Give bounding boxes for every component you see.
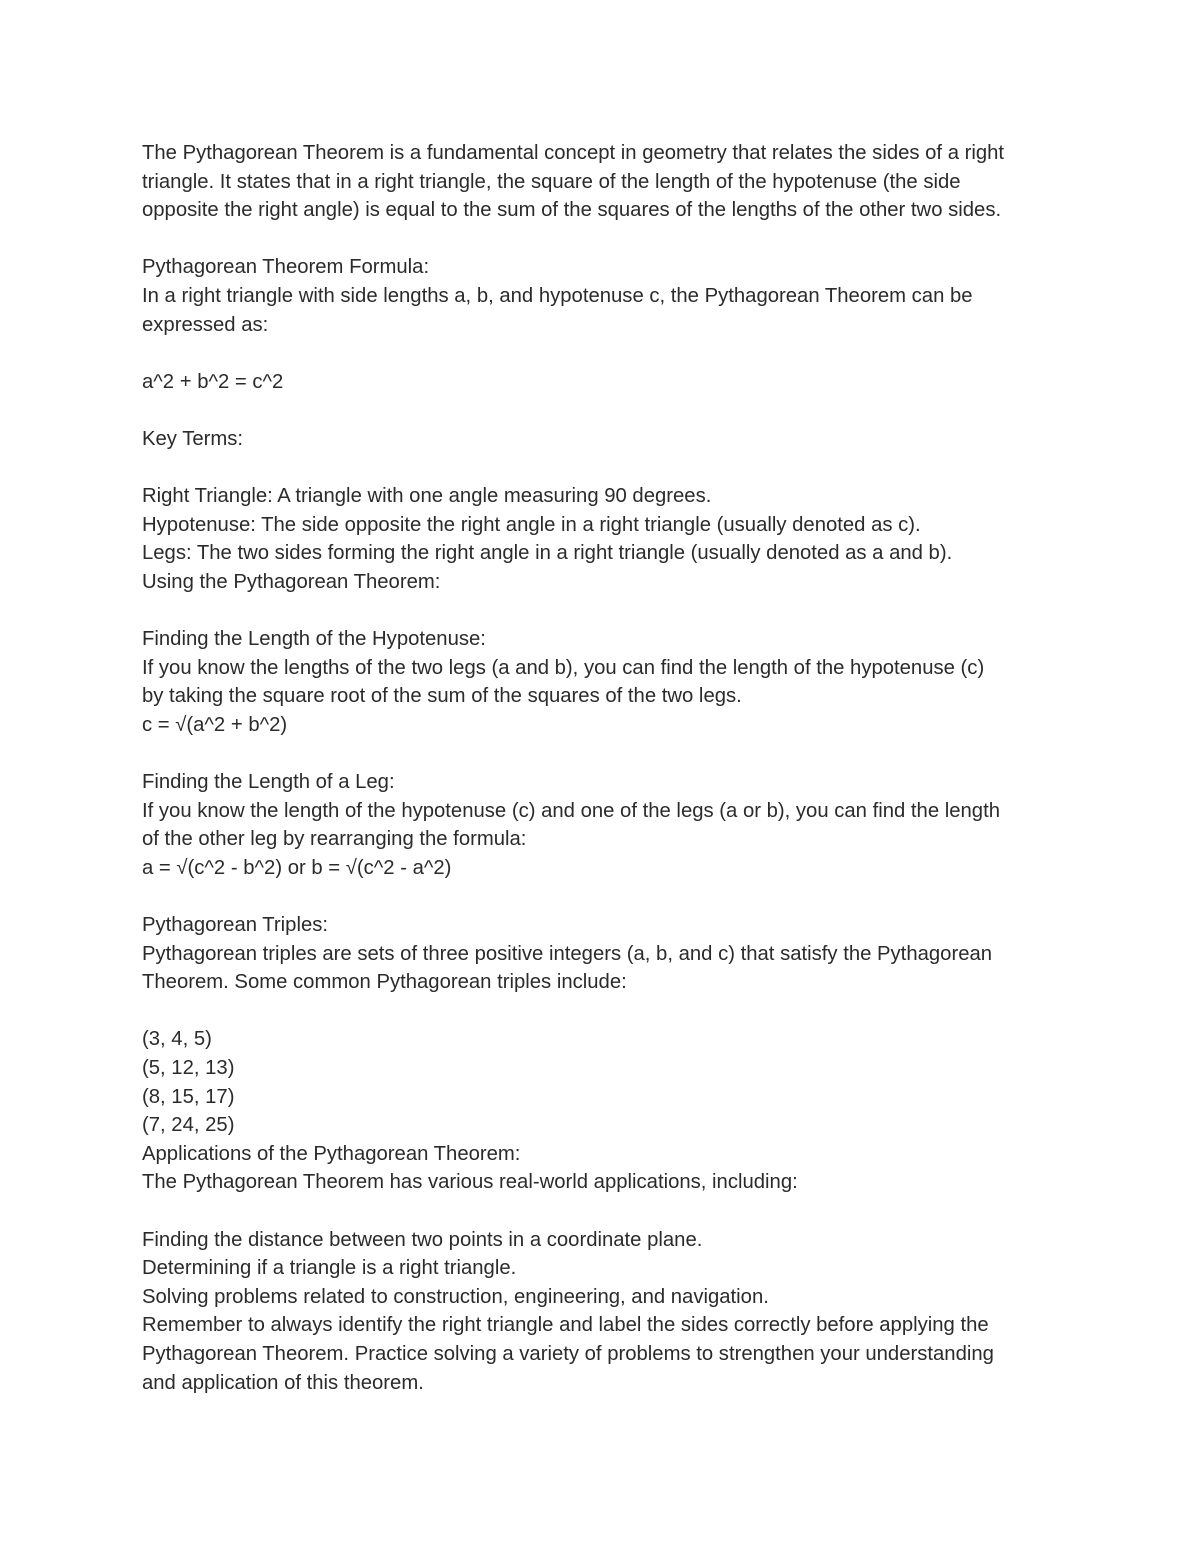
application-item: Solving problems related to construction, engineering, and navigation. bbox=[142, 1285, 769, 1308]
key-term-right-triangle: Right Triangle: A triangle with one angle measuring 90 degrees. bbox=[142, 485, 712, 508]
application-item: Determining if a triangle is a right triangle. bbox=[142, 1257, 517, 1280]
formula-text-line: In a right triangle with side lengths a, b, and hypotenuse c, the Pythagorean Theorem can be bbox=[142, 284, 973, 307]
triple-item: (5, 12, 13) bbox=[142, 1057, 235, 1079]
intro-line: triangle. It states that in a right triangle, the square of the length of the hypotenuse (the side bbox=[142, 170, 961, 193]
key-terms-heading: Key Terms: bbox=[142, 427, 244, 450]
blank-line bbox=[142, 225, 1077, 254]
closing-line: Pythagorean Theorem. Practice solving a variety of problems to strengthen your understanding bbox=[142, 1342, 994, 1365]
formula-heading: Pythagorean Theorem Formula: bbox=[142, 256, 430, 279]
document-page bbox=[142, 139, 1077, 1397]
blank-line bbox=[142, 997, 1077, 1026]
blank-line bbox=[142, 597, 1077, 626]
blank-line bbox=[142, 339, 1077, 368]
blank-line bbox=[142, 739, 1077, 768]
blank-line bbox=[142, 1197, 1077, 1226]
leg-formula: a = √(c^2 - b^2) or b = √(c^2 - a^2) bbox=[142, 856, 452, 879]
using-heading: Using the Pythagorean Theorem: bbox=[142, 570, 441, 593]
leg-text-line: of the other leg by rearranging the formula: bbox=[142, 828, 527, 851]
formula-text-line: expressed as: bbox=[142, 313, 269, 336]
triples-text-line: Theorem. Some common Pythagorean triples include: bbox=[142, 971, 627, 994]
triple-item: (7, 24, 25) bbox=[142, 1114, 235, 1137]
key-term-hypotenuse: Hypotenuse: The side opposite the right angle in a right triangle (usually denoted as c). bbox=[142, 513, 921, 536]
hypotenuse-text-line: If you know the lengths of the two legs (a and b), you can find the length of the hypotenuse (c) bbox=[142, 656, 985, 679]
blank-line bbox=[142, 396, 1077, 425]
triple-item: (8, 15, 17) bbox=[142, 1085, 235, 1108]
applications-heading: Applications of the Pythagorean Theorem: bbox=[142, 1142, 521, 1165]
closing-line: and application of this theorem. bbox=[142, 1371, 424, 1394]
pythagorean-formula: a^2 + b^2 = c^2 bbox=[142, 370, 284, 393]
blank-line bbox=[142, 454, 1077, 483]
blank-line bbox=[142, 882, 1077, 911]
hypotenuse-formula: c = √(a^2 + b^2) bbox=[142, 713, 288, 736]
key-term-legs: Legs: The two sides forming the right angle in a right triangle (usually denoted as a and b). bbox=[142, 542, 953, 565]
leg-heading: Finding the Length of a Leg: bbox=[142, 771, 395, 794]
hypotenuse-heading: Finding the Length of the Hypotenuse: bbox=[142, 628, 486, 651]
intro-line: opposite the right angle) is equal to the sum of the squares of the lengths of the other two sides. bbox=[142, 199, 1002, 222]
triple-item: (3, 4, 5) bbox=[142, 1028, 212, 1051]
intro-line: The Pythagorean Theorem is a fundamental concept in geometry that relates the sides of a right bbox=[142, 142, 1005, 164]
triples-text-line: Pythagorean triples are sets of three positive integers (a, b, and c) that satisfy the Pythagorean bbox=[142, 942, 993, 965]
leg-text-line: If you know the length of the hypotenuse (c) and one of the legs (a or b), you can find the length bbox=[142, 799, 1001, 822]
application-item: Finding the distance between two points in a coordinate plane. bbox=[142, 1228, 703, 1251]
hypotenuse-text-line: by taking the square root of the sum of the squares of the two legs. bbox=[142, 685, 742, 708]
applications-text: The Pythagorean Theorem has various real-world applications, including: bbox=[142, 1171, 798, 1194]
closing-line: Remember to always identify the right triangle and label the sides correctly before applying the bbox=[142, 1314, 989, 1337]
triples-heading: Pythagorean Triples: bbox=[142, 914, 329, 937]
